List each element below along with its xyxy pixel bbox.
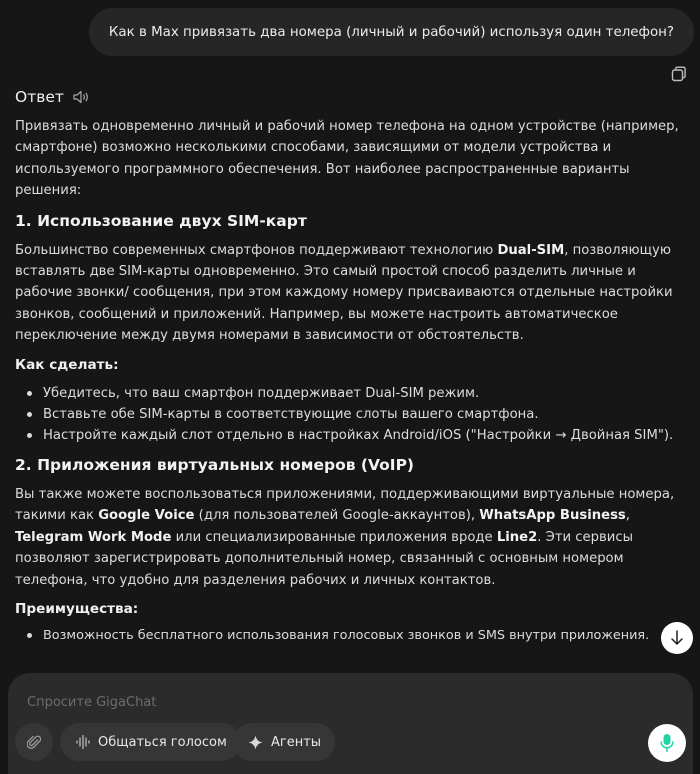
advantages-list [15, 625, 685, 646]
list-item: Вставьте обе SIM-карты в соответствующие слоты вашего смартфона. [43, 404, 685, 425]
list-item: Возможность бесплатного использования голосовых звонков и SMS внутри приложения. [43, 625, 685, 646]
answer-intro: Привязать одновременно личный и рабочий номер телефона на одном устройстве (например, смартфоне) возможно несколькими способами, зависящими от модели устройства и используемого программного обеспечения. Вот наиболее распространенные варианты решения: [15, 119, 679, 199]
bold-term: Google Voice [98, 508, 195, 524]
microphone-button[interactable] [648, 724, 686, 762]
message-input[interactable] [25, 690, 629, 714]
section1-paragraph [15, 240, 685, 347]
text-span: Большинство современных смартфонов поддерживают технологию [15, 242, 498, 258]
user-message-bubble [89, 8, 694, 56]
composer [8, 673, 693, 774]
bold-term: Dual-SIM [497, 242, 565, 258]
text-span: , [625, 508, 630, 524]
bold-term: Line2 [496, 529, 538, 545]
attach-button[interactable] [15, 723, 53, 761]
agents-button[interactable] [233, 723, 335, 761]
howto-label: Как сделать: [15, 356, 119, 373]
text-span: , позволяющую вставлять две SIM-карты одновременно. Это самый простой способ разделить личные и рабочие звонки/ сообщения, при этом каждому номеру присваиваются отдельные настройки звонков, сообщений и приложений. Например, вы можете настроить автоматическое переключение между двумя номерами в зависимости от обстоятельств. [15, 242, 673, 344]
section-heading-voip: 2. Приложения виртуальных номеров (VoIP) [15, 455, 415, 474]
arrow-down-icon [670, 630, 684, 646]
advantages-label: Преимущества: [15, 600, 139, 617]
answer-header [15, 88, 90, 106]
voice-chat-label: Общаться голосом [98, 734, 227, 750]
text-span: Вы также можете воспользоваться приложениями, поддерживающими виртуальные номера, такими как [15, 486, 675, 524]
paperclip-icon [27, 734, 41, 750]
speaker-icon[interactable] [72, 90, 90, 104]
section2-paragraph [15, 484, 685, 591]
voice-chat-button[interactable] [60, 723, 241, 761]
user-message-text: Как в Max привязать два номера (личный и рабочий) используя один телефон? [108, 24, 674, 40]
answer-content [15, 116, 685, 646]
section-heading-dual-sim: 1. Использование двух SIM-карт [15, 211, 307, 230]
howto-steps-list [15, 383, 685, 447]
sparkle-icon [248, 735, 263, 750]
bold-term: Telegram Work Mode [15, 529, 172, 545]
text-span: или специализированные приложения вроде [171, 529, 497, 545]
list-item: Убедитесь, что ваш смартфон поддерживает Dual-SIM режим. [43, 383, 685, 404]
microphone-icon [660, 733, 674, 753]
bold-term: WhatsApp Business [479, 508, 626, 524]
answer-title: Ответ [15, 88, 64, 106]
agents-label: Агенты [271, 734, 322, 750]
text-span: (для пользователей Google-аккаунтов), [194, 508, 480, 524]
scroll-down-button[interactable] [661, 622, 693, 654]
copy-icon[interactable] [671, 66, 687, 82]
waveform-icon [76, 734, 90, 750]
list-item: Настройте каждый слот отдельно в настройках Android/iOS ("Настройки → Двойная SIM"). [43, 425, 685, 446]
text-span: . Эти сервисы позволяют зарегистрировать дополнительный номер, связанный с основным номером телефона, что удобно для разделения рабочих и личных контактов. [15, 529, 634, 588]
